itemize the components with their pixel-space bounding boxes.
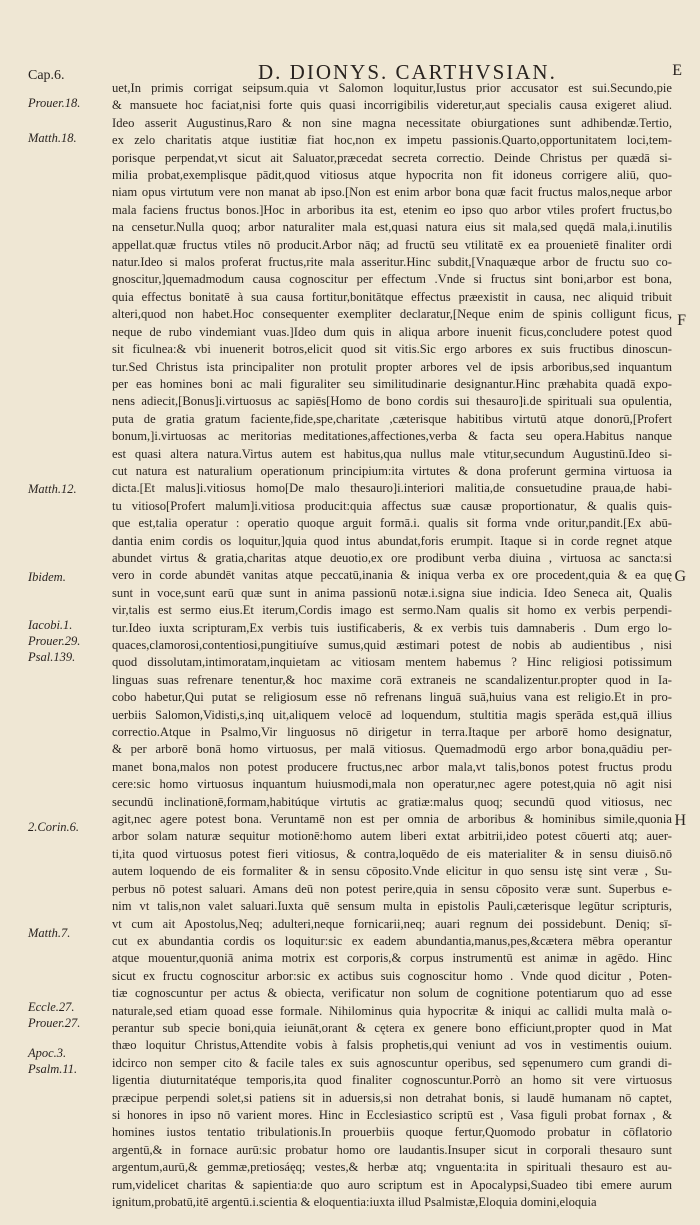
text-line: naturale,sed etiam quoad esse formale. Nihilominus quia hypocritæ & iniqui ac callidi multa malà o- xyxy=(112,1003,672,1018)
text-line: linguas suas refrenare tenentur,& hoc maxime corā extraneis ne scandalizentur.propter quod in Ia- xyxy=(112,672,672,687)
text-line: ligentia diuturnitatéque temporis,ita quod finaliter cognoscuntur.Porrò an homo sit vere virtuosus xyxy=(112,1073,672,1088)
text-line: cut natura est naturalium operationum principium:ita virtutes & dona proferunt germina virtuosa ia xyxy=(112,463,672,478)
text-line: sunt in voce,sunt earū quæ sunt in anima passionū notæ.i.signa siue indicia. Ideo Seneca ait, Qualis xyxy=(112,585,672,600)
text-line: præcipue perpendi solet,si patiens sit in aduersis,si non detrahat bonis, si laudē humanam nō captet, xyxy=(112,1090,672,1105)
margin-note: Matth.12. xyxy=(28,482,77,496)
text-line: manet bona,malos non potest producere fructus,nec arbor mala,vt talis,bonos potest fructus produ xyxy=(112,759,672,774)
text-line: si honores in ipso nō varient mores. Hinc in Ecclesiastico scriptū est , Vasa figuli probat fornax , & xyxy=(112,1107,672,1122)
text-line: appellat.quæ fructus vtiles nō producit.Arbor nāq; ad fructū seu vtilitatē ex ea prouenietē finaliter ordi xyxy=(112,237,672,252)
running-title: D. DIONYS. CARTHVSIAN. xyxy=(258,60,557,84)
text-line: na censetur.Nulla quoq; arbor naturaliter mala est,quasi natura eius sit mala,sed quędā mala,i.inutilis xyxy=(112,220,672,235)
text-line: quod dissolutam,intimoratam,inquietam ac vitiosam mentem habemus ? Hinc religiosi potissimum xyxy=(112,655,672,670)
margin-note: Matth.7. xyxy=(28,926,71,940)
text-line: sicut ex fructu cognoscitur arbor:sic ex actibus suis cognoscitur homo . Vnde quod dicitur , Poten- xyxy=(112,968,672,983)
text-line: bonum,]i.virtuosas ac meritorias meditationes,affectiones,verba & facta seu opera.Habitus nanque xyxy=(112,429,672,444)
margin-note: Prouer.29. xyxy=(28,634,81,648)
text-line: homines iustos tentatio tribulationis.In prouerbiis quoque fertur,Quomodo probatur in cōflatorio xyxy=(112,1125,672,1140)
text-line: est quasi altera natura.Virtus autem est habitus,qua nullus male vtitur,secundum Augustinū.Ideo si- xyxy=(112,446,672,461)
body-text xyxy=(112,80,672,1209)
text-line: nens adiecit,[Bonus]i.virtuosus ac sapiēs[Homo de bono cordis sui thesauro]i.de spirituali sua opulentia, xyxy=(112,394,672,409)
margin-note: Prouer.27. xyxy=(28,1016,81,1030)
margin-note: 2.Corin.6. xyxy=(28,820,80,834)
text-line: tur.Ideo iuxta scripturam,Ex verbis tuis iustificaberis, & ex verbis tuis damnaberis . Dum ergo lo- xyxy=(112,620,672,635)
text-line: porisque perpendat,vt sicut ait Saluator,præcedat secreta correctio. Deinde Christus per quædā si- xyxy=(112,150,672,165)
text-line: alteri,quod non habet.Hoc consequenter exempliter declaratur,[Neque enim de spinis colligunt ficus, xyxy=(112,307,672,322)
section-letter-g: G xyxy=(674,568,686,585)
text-line: agit,nec agere potest bona. Veruntamē non est per omnia de arboribus & hominibus simile,quonia xyxy=(112,812,672,827)
text-line: tiæ cognoscuntur per actus & obiecta, verificatur non solum de cognitione potentiarum quo ad esse xyxy=(112,986,672,1001)
margin-note: Psal.139. xyxy=(28,650,76,664)
text-line: vir,talis est sermo eius.Et iterum,Cordis imago est sermo.Nam qualis sit homo ex verbis perpendi- xyxy=(112,603,672,618)
text-line: argentum,aurū,& gemmæ,pretiosáęq; vestes,& herbæ atq; vnguenta:ita in spirituali thesauro est au- xyxy=(112,1160,672,1175)
text-line: secundū inclinationē,formam,habitúque virtutis ac gratiæ:malus quoq; secundū quod vitiosus, nec xyxy=(112,794,672,809)
text-line: neque de rubo vindemiant vuas.]Ideo dum quis in aliqua arbore inuenit ficus,concludere potest quod xyxy=(112,324,672,339)
text-line: rum,videlicet charitas & sapientia:de quo auro scriptum est in Apocalypsi,Suadeo tibi emere aurum xyxy=(112,1177,672,1192)
text-line: ex zelo charitatis atque iustitiæ fiat hoc,non ex impetu passionis.Quarto,opportunitatem loci,tem- xyxy=(112,133,672,148)
text-line: ignitum,probatū,itē argentū.i.scientia & eloquentia:iuxta illud Psalmistæ,Eloquia domini,eloquia xyxy=(112,1195,597,1209)
text-line: vt cum ait Apostolus,Neq; adulteri,neque fornicarii,neq; auari regnum dei possidebunt. Deniq; sī- xyxy=(112,916,672,931)
margin-note: Ibidem. xyxy=(28,570,66,584)
text-line: & per arborē bonā homo virtuosus, per malā vitiosus. Quemadmodū ergo arbor bona,quādiu per- xyxy=(112,742,672,757)
text-line: vero in corde abundēt vanitas atque peccatū,inania & iniqua verba ex ore procedent,quia & ea quę xyxy=(112,568,672,583)
text-line: que est,talia operatur : operatio quoque arguit formā.i. qualis sit forma vnde oritur,pandit.[Ex abū- xyxy=(112,516,672,531)
text-line: argentū,& in fornace aurū:sic probatur homo ore laudantis.Insuper sicut in corporali thesauro sunt xyxy=(112,1142,672,1157)
text-line: uerbiis Salomon,Vidisti,s,inq uit,aliquem velocē ad loquendum, stultitia magis sperāda est,quā illius xyxy=(112,707,672,722)
text-line: uet,In primis corrigat seipsum.quia vt Salomon loquitur,Iustus prior accusator est sui.Secundo,pie xyxy=(112,81,672,95)
text-line: puta de gratia gratum faciente,fide,spe,charitate ,cæterisque habitibus virtutū atque donorū,[Profert xyxy=(112,411,672,426)
text-line: autem loquendo de eis formaliter & in sensu cōposito.Vnde elicitur in quo sensu istę sint veræ , Su- xyxy=(112,864,672,879)
margin-note: Psalm.11. xyxy=(28,1062,78,1076)
margin-note: Iacobi.1. xyxy=(28,618,73,632)
text-line: tur.Sed Christus ista principaliter non protulit propter arbores vel de ipsis arboribus,sed inquantum xyxy=(112,359,672,374)
text-line: Ideo asserit Augustinus,Raro & non sine magna necessitate obiurgationes sunt adhibendæ.Tertio, xyxy=(112,115,672,130)
text-line: arbor solam naturæ sequitur motionē:homo autem liberi extat arbitrii,ideo potest cōuerti atq; auer- xyxy=(112,829,672,844)
text-line: cobo habetur,Qui putat se religiosum esse nō refrenans linguā suā,huius vana est religio.Et in pro- xyxy=(112,690,672,705)
text-line: idcirco non semper cito & facile tales ex suis agnoscuntur operibus, sed sępenumero cum grandi di- xyxy=(112,1055,672,1070)
margin-note: Matth.18. xyxy=(28,131,77,145)
text-line: thæo loquitur Christus,Attendite vobis à falsis prophetis,qui veniunt ad vos in vestimentis ouium. xyxy=(112,1038,672,1053)
text-line: perantur sub specie boni,quia ieiunāt,orant & cętera ex genere bono efficiunt,propter quod in Mat xyxy=(112,1020,672,1035)
margin-notes xyxy=(28,96,112,1206)
section-letter-f: F xyxy=(677,312,686,329)
margin-note: Prouer.18. xyxy=(28,96,81,110)
text-line: natur.Ideo si malos proferat fructus,rite mala asseritur.Hinc subdit,[Vnaquæque arbor de fructu suo co- xyxy=(112,255,672,270)
chapter-label: Cap.6. xyxy=(28,68,65,83)
text-line: milia probat,exemplisque pādit,quod vitiosus atque hypocrita non fit idoneus corrigere aliū, quo- xyxy=(112,168,672,183)
text-line: dantia enim cordis os loquitur,]quia quod intus abundat,foris erumpit. Itaque si in corde regnet atque xyxy=(112,533,672,548)
text-line: mala faciens fructus bonos.]Hoc in arboribus ita est, etenim eo ipso quo arbor vtiles profert fructus,bo xyxy=(112,202,672,217)
text-line: & mansuete hoc faciat,nisi forte quis quasi incorrigibilis videretur,aut specialis causa exigeret aliud. xyxy=(112,98,672,113)
margin-note: Apoc.3. xyxy=(28,1046,67,1060)
text-line: correctio.Atque in Psalmo,Vir linguosus nō dirigetur in terra.Itaque per arborē homo designatur, xyxy=(112,725,672,740)
text-line: dicta.[Et malus]i.vitiosus homo[De malo thesauro]i.interiori malitia,de consuetudine praua,de habi- xyxy=(112,481,672,496)
text-line: nim vt talis,non valet saluari.Iuxta quē sensum multa in epistolis Pauli,cæterisque legūtur scripturis, xyxy=(112,899,672,914)
text-line: per eas homines boni ac mali figuraliter seu similitudinarie designantur.Hinc præhabita quadā expo- xyxy=(112,376,672,391)
text-line: sit ficulnea:& vbi inuenerit botros,elicit quod sit vitis.Sic ergo arbores ex suis fructibus dinoscun- xyxy=(112,342,672,357)
text-line: cut ex abundantia cordis os loquitur:sic ex eadem abundantia,manus,pes,&cætera mēbra operantur xyxy=(112,933,672,948)
section-letter-h: H xyxy=(674,812,686,829)
text-line: atque mouentur,quoniā anima motrix est corporis,& corpus instrumentū est animæ in agēdo. Hinc xyxy=(112,951,672,966)
text-line: abundet virtus & gratia,charitas atque deuotio,ex ore prodibunt verba diuina , virtuosa ac sancta:si xyxy=(112,550,672,565)
text-line: gnoscitur,]quemadmodum causa cognoscitur per effectum .Vnde si fructus sint boni,arbor est bona, xyxy=(112,272,672,287)
text-line: perbus nō potest saluari. Amans deū non potest perire,quia in sensu cōposito veræ sunt. Superbus e- xyxy=(112,881,672,896)
text-line: cere:sic homo virtuosus inquantum huiusmodi,mala non operatur,nec agere potest,quia nō agit nisi xyxy=(112,777,672,792)
text-line: ti,ita quod virtuosus potest fieri vitiosus, & contra,loquēdo de eis materialiter & in sensu diuisō.nō xyxy=(112,846,672,861)
section-letter-e: E xyxy=(672,62,682,79)
text-line: niam opus virtutum vere non manat ab ipso.[Non est enim arbor bona quæ facit fructus malos,neque arbor xyxy=(112,185,672,200)
margin-note: Eccle.27. xyxy=(28,1000,75,1014)
text-line: quaces,clamorosi,contentiosi,pungitiuíve sumus,quid æstimari potest de nobis ab audientibus , nisi xyxy=(112,638,672,652)
text-line: tu vitioso[Profert malum]i.vitiosa producit:quia affectus suæ causæ proportionatur, & qualis quis- xyxy=(112,498,672,513)
text-line: quia effectus bonitatē à sua causa fortitur,bonitātque effectus præexistit in causa, nec aliquid tribuit xyxy=(112,289,672,304)
